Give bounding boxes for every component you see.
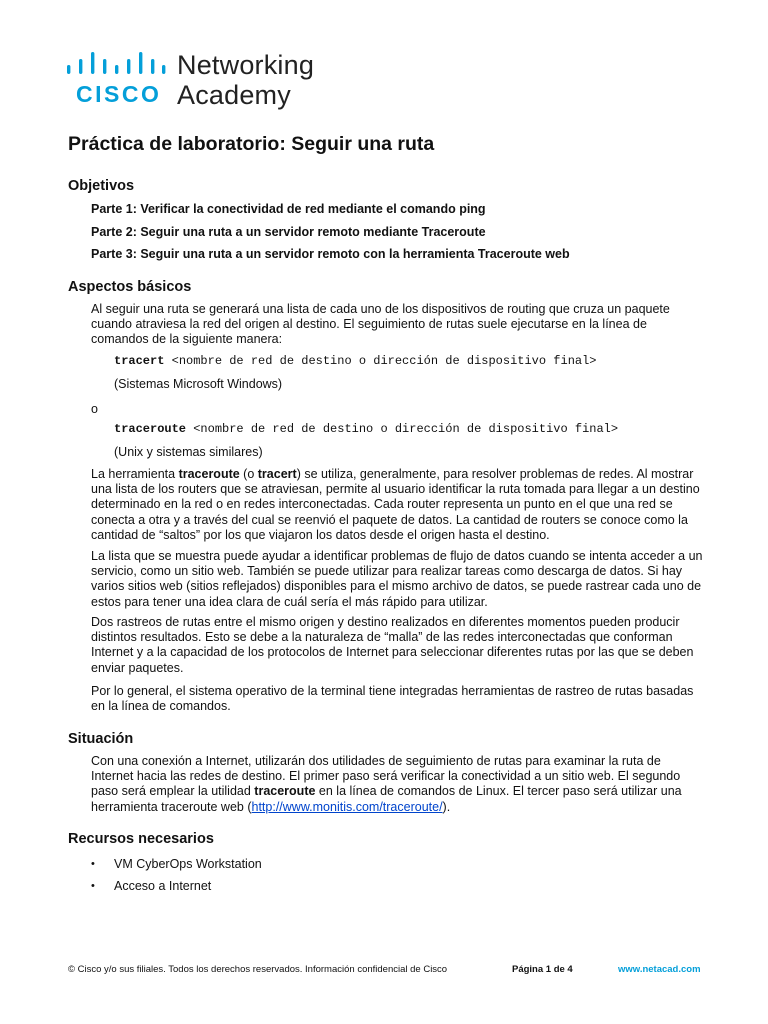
background-paragraph-5: Por lo general, el sistema operativo de la terminal tiene integradas herramientas de rastreo de rutas basadas en la línea de comandos. — [91, 684, 694, 714]
scenario-heading: Situación — [68, 731, 134, 747]
command-tracert — [114, 353, 597, 369]
cisco-logo — [66, 52, 166, 104]
background-heading: Aspectos básicos — [68, 279, 192, 295]
objective-part-3: Parte 3: Seguir una ruta a un servidor remoto con la herramienta Traceroute web — [91, 247, 570, 261]
note-windows: (Sistemas Microsoft Windows) — [114, 377, 283, 391]
command-name: tracert — [114, 354, 165, 368]
text: ) se utiliza, generalmente, para resolver problemas de redes. Al mostrar una lista de los routers que se atraviesan, permite al usuario identificar la ruta tomada para llegar a un destino determinado en la red o en redes interconectadas. Cada router representa un punto en el que una red se conecta a otra y a través del cual se reenvió el paquete de datos. La cantidad de routers se conoce como la cantidad de “saltos” por los que viajaron los datos desde el origen hasta el destino. — [91, 467, 700, 542]
brand-academy: Academy — [177, 80, 291, 110]
scenario-paragraph — [91, 754, 703, 815]
term-traceroute: traceroute — [254, 784, 316, 799]
resource-item: VM CyberOps Workstation — [114, 857, 262, 871]
cisco-bars-icon — [67, 52, 165, 74]
cisco-wordmark: CISCO — [76, 81, 162, 104]
bullet-icon: • — [91, 880, 95, 892]
footer-site-link[interactable]: www.netacad.com — [618, 964, 701, 975]
monitis-link[interactable]: http://www.monitis.com/traceroute/ — [251, 799, 443, 814]
command-traceroute — [114, 421, 618, 437]
text: ). — [442, 799, 451, 814]
page-title: Práctica de laboratorio: Seguir una ruta — [68, 133, 435, 155]
command-name: traceroute — [114, 422, 187, 436]
term-traceroute: traceroute — [178, 467, 240, 481]
objectives-heading: Objetivos — [68, 178, 135, 194]
objective-part-2: Parte 2: Seguir una ruta a un servidor remoto mediante Traceroute — [91, 225, 486, 239]
brand-networking: Networking — [177, 50, 315, 80]
background-paragraph-1: Al seguir una ruta se generará una lista de cada uno de los dispositivos de routing que cruza un paquete cuando atraviesa la red del origen al destino. El seguimiento de rutas suele ejecutarse en la línea de comandos de la siguiente manera: — [91, 302, 670, 347]
or-text: o — [91, 402, 98, 416]
term-tracert: tracert — [257, 467, 297, 481]
background-paragraph-3: La lista que se muestra puede ayudar a identificar problemas de flujo de datos cuando se intenta acceder a un servicio, como un sitio web. También se puede utilizar para realizar tareas como descarga de datos. Si hay varios sitios web (sitios reflejados) disponibles para el mismo archivo de datos, se puede rastrear cada uno de estos para tener una idea clara de cuál sería el más rápido para utilizar. — [91, 549, 703, 609]
footer-copyright: © Cisco y/o sus filiales. Todos los derechos reservados. Información confidencial de Cisco — [68, 964, 448, 975]
background-paragraph-4: Dos rastreos de rutas entre el mismo origen y destino realizados en diferentes momentos pueden producir distintos resultados. Esto se debe a la naturaleza de “malla” de las redes interconectadas que conforman Internet y a la capacidad de los protocolos de Internet para seleccionar diferentes rutas por las que se deben enviar paquetes. — [91, 615, 694, 675]
resources-heading: Recursos necesarios — [68, 831, 214, 847]
background-paragraph-2 — [91, 467, 703, 543]
command-argument: <nombre de red de destino o dirección de dispositivo final> — [164, 354, 597, 368]
objective-part-1: Parte 1: Verificar la conectividad de red mediante el comando ping — [91, 202, 486, 216]
resource-item: Acceso a Internet — [114, 879, 212, 893]
text: en la línea de comandos de Linux. El tercer paso será utilizar una herramienta traceroute web ( — [91, 784, 682, 814]
footer-page-number: Página 1 de 4 — [512, 964, 573, 975]
text: La herramienta — [91, 467, 179, 481]
text: (o — [239, 467, 258, 481]
bullet-icon: • — [91, 858, 95, 870]
command-argument: <nombre de red de destino o dirección de dispositivo final> — [186, 422, 619, 436]
note-unix: (Unix y sistemas similares) — [114, 445, 263, 459]
text: Con una conexión a Internet, utilizarán dos utilidades de seguimiento de rutas para examinar la ruta de Internet hacia las redes de destino. El primer paso será verificar la conectividad a un sitio web. El segundo paso será emplear la utilidad — [91, 754, 681, 799]
